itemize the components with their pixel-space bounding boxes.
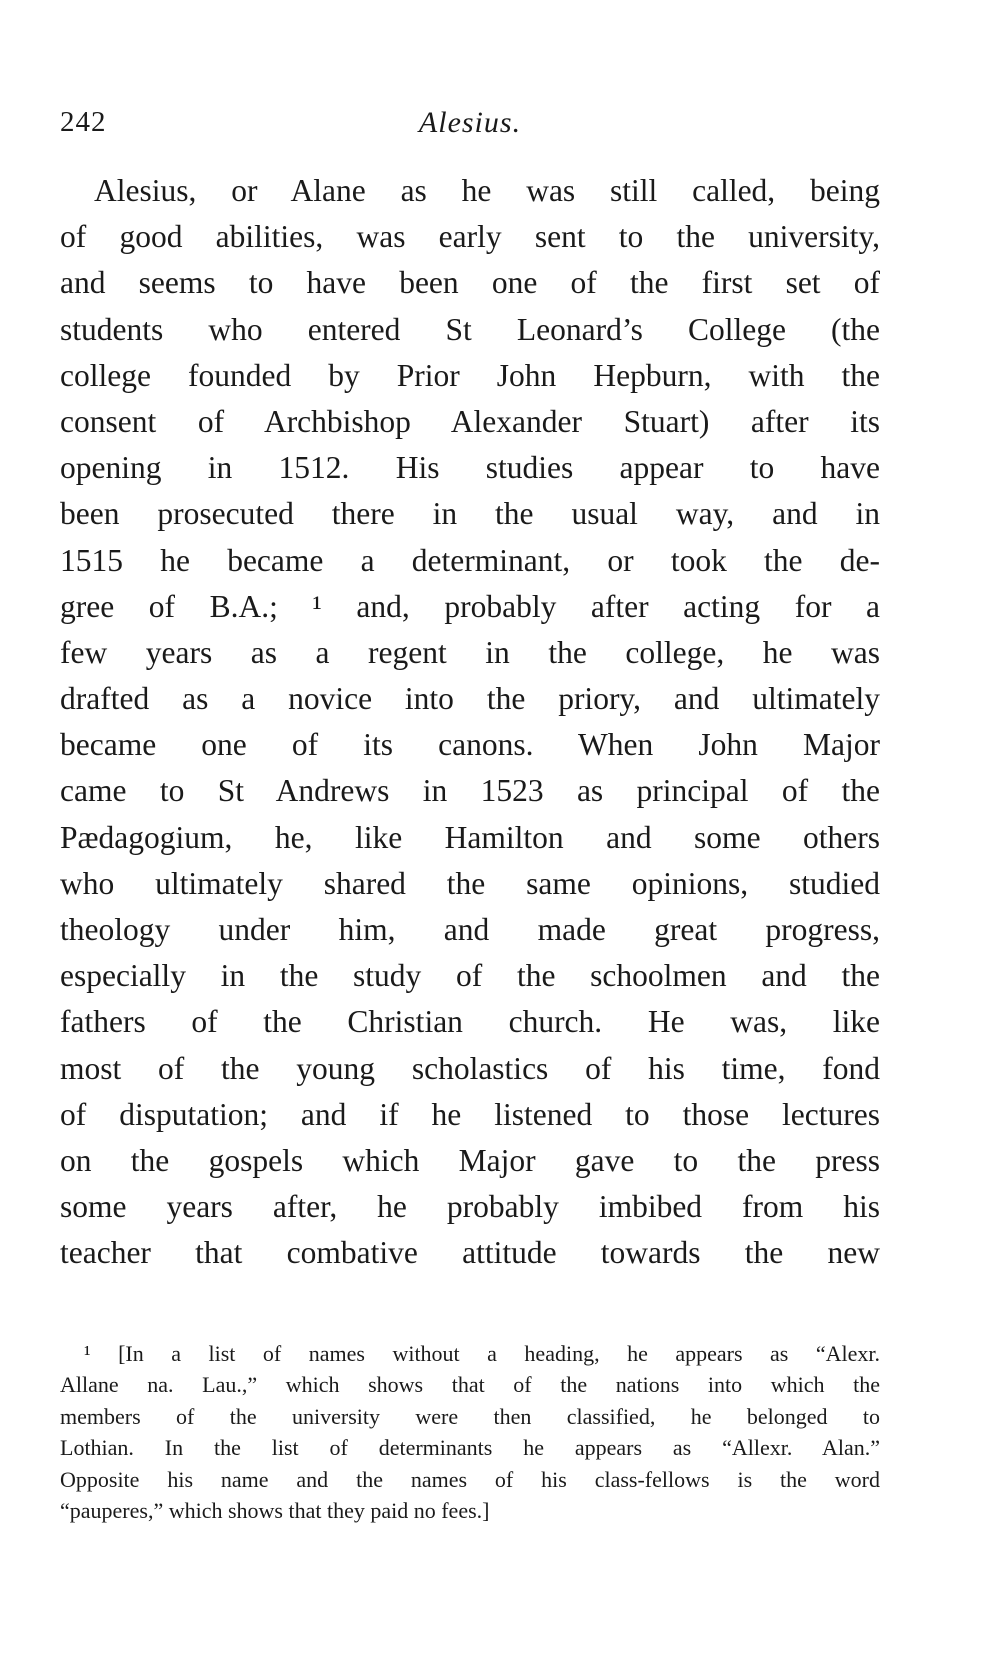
text-line: some years after, he probably imbibed from his [60, 1189, 880, 1225]
footnote-line: “pauperes,” which shows that they paid no fees.] [60, 1497, 490, 1523]
text-line: especially in the study of the schoolmen and the [60, 958, 880, 994]
text-line: Alesius, or Alane as he was still called, being [94, 173, 880, 208]
text-line: been prosecuted there in the usual way, and in [60, 496, 880, 532]
text-line: few years as a regent in the college, he was [60, 634, 880, 670]
text-line: came to St Andrews in 1523 as principal of the [60, 773, 880, 809]
body-text [60, 168, 880, 1277]
footnote [60, 1338, 880, 1526]
footnote-line: members of the university were then classified, he belonged to [60, 1403, 880, 1429]
text-line: Pædagogium, he, like Hamilton and some others [60, 819, 880, 855]
footnote-line: Opposite his name and the names of his class-fellows is the word [60, 1466, 880, 1492]
text-line: consent of Archbishop Alexander Stuart) after its [60, 403, 880, 439]
text-line: of disputation; and if he listened to those lectures [60, 1096, 880, 1132]
footnote-line: Allane na. Lau.,” which shows that of the nations into which the [60, 1372, 880, 1398]
text-line: college founded by Prior John Hepburn, with the [60, 357, 880, 393]
footnote-line: ¹ [In a list of names without a heading, he appears as “Alexr. [84, 1341, 880, 1366]
footnote-line: Lothian. In the list of determinants he appears as “Allexr. Alan.” [60, 1435, 880, 1461]
text-line: 1515 he became a determinant, or took the de- [60, 542, 880, 578]
text-line: gree of B.A.; ¹ and, probably after acting for a [60, 588, 880, 624]
text-line: became one of its canons. When John Major [60, 727, 880, 763]
text-line: drafted as a novice into the priory, and ultimately [60, 681, 880, 717]
text-line: and seems to have been one of the first set of [60, 265, 880, 301]
text-line: on the gospels which Major gave to the press [60, 1142, 880, 1178]
text-line: who ultimately shared the same opinions, studied [60, 865, 880, 901]
text-line: fathers of the Christian church. He was, like [60, 1004, 880, 1040]
text-line: most of the young scholastics of his time, fond [60, 1050, 880, 1086]
text-line: students who entered St Leonard’s College (the [60, 311, 880, 347]
text-line: theology under him, and made great progress, [60, 912, 880, 947]
text-line: of good abilities, was early sent to the university, [60, 219, 880, 255]
text-line: opening in 1512. His studies appear to have [60, 450, 880, 486]
text-line: teacher that combative attitude towards the new [60, 1235, 880, 1271]
running-head: Alesius. [418, 106, 522, 139]
page-number: 242 [60, 106, 107, 138]
page-header [60, 106, 880, 146]
